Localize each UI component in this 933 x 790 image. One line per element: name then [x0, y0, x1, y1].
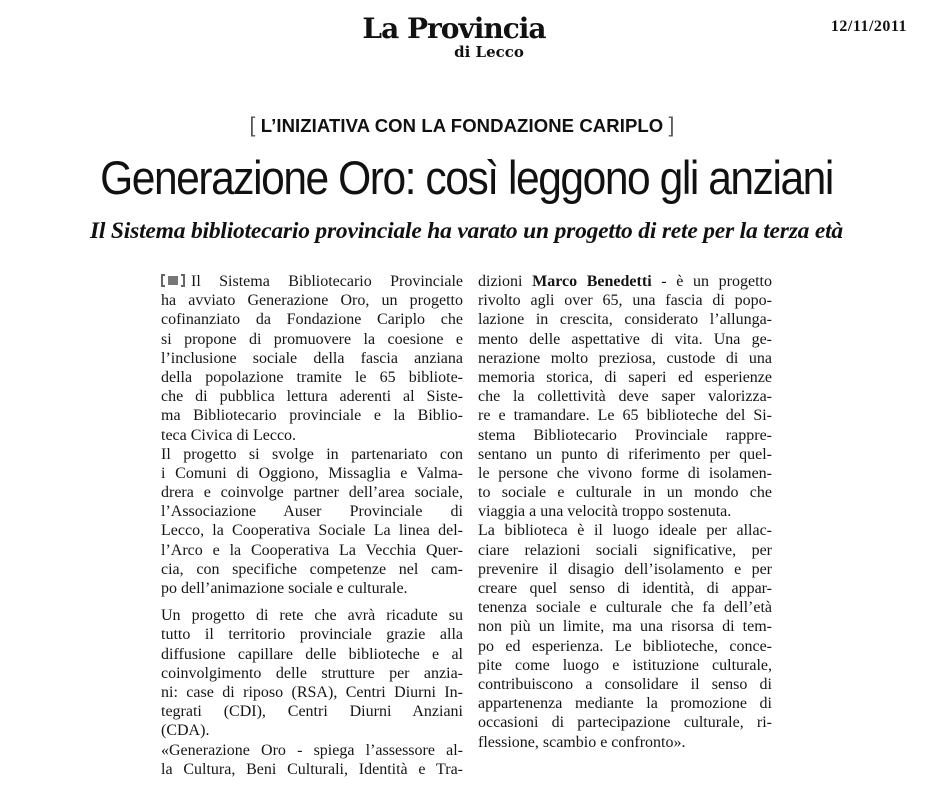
- column-1-paragraph-3: [161, 606, 463, 740]
- kicker-close-bracket: ]: [668, 114, 675, 137]
- text-line: dizioni: [478, 273, 533, 290]
- text-line: po dell’animazione sociale e culturale.: [161, 580, 408, 597]
- column-1-paragraph-4: [161, 741, 463, 779]
- text-line: della popolazione tramite le 65 bibliote-: [161, 368, 463, 386]
- text-line: to sociale e culturale in un mondo che: [478, 484, 772, 502]
- text-line: che di pubblica lettura aderenti al Siste-: [161, 388, 463, 406]
- text-line: nerazione molto preziosa, custode di una: [478, 349, 772, 367]
- text-line: i Comuni di Oggiono, Missaglia e Valma-: [161, 464, 463, 482]
- text-line: prevenire il disagio dell’isolamento e per: [478, 560, 772, 578]
- text-line: (CDA).: [161, 722, 210, 740]
- text-line: le persone che vivono forme di isolamen-: [478, 464, 772, 482]
- text-line: po ed esperienza. Le biblioteche, conce-: [478, 637, 772, 655]
- text-line: La biblioteca è il luogo ideale per allac-: [478, 522, 772, 540]
- kicker-open-bracket: [: [249, 114, 256, 137]
- text-line: l’inclusione sociale della fascia anziana: [161, 349, 463, 367]
- text-line: che la collettività deve saper valorizza-: [478, 388, 772, 406]
- text-line: contribuiscono a consolidare il senso di: [478, 675, 772, 693]
- text-line: l’Associazione Auser Provinciale di: [161, 503, 463, 521]
- text-line: occasioni di partecipazione culturale, ri-: [478, 714, 772, 732]
- text-line: tutto il territorio provinciale grazie alla: [161, 626, 463, 644]
- article-column-1: [161, 272, 463, 779]
- text-line: - è un progetto: [651, 273, 773, 290]
- text-line: ha avviato Generazione Oro, un progetto: [161, 292, 463, 310]
- text-line: Lecco, la Cooperativa Sociale La linea del-: [161, 522, 463, 540]
- kicker-text: L’INIZIATIVA CON LA FONDAZIONE CARIPLO: [260, 115, 664, 136]
- text-line: la Cultura, Beni Culturali, Identità e Tra-: [161, 760, 463, 778]
- text-line: lazione in crescita, considerato l’allunga-: [478, 311, 772, 329]
- text-line: Il progetto si svolge in partenariato con: [161, 445, 463, 463]
- text-line: sentano un punto di riferimento per quel-: [478, 445, 772, 463]
- article-headline: Generazione Oro: così leggono gli anziani: [100, 151, 833, 204]
- text-line: si propone di promuovere la coesione e: [161, 330, 463, 348]
- text-line: memoria storica, di saperi ed esperienze: [478, 368, 772, 386]
- text-line: rivolto agli over 65, una fascia di popo-: [478, 292, 772, 310]
- text-line: coinvolgimento delle strutture per anzia-: [161, 664, 463, 682]
- text-line: stema Bibliotecario Provinciale rappre-: [478, 426, 772, 444]
- column-1-paragraph-1: [161, 272, 463, 445]
- text-line: «Generazione Oro - spiega l’assessore al-: [161, 741, 463, 759]
- text-line: flessione, scambio e confronto».: [478, 733, 686, 751]
- text-line: appartenenza mediante la promozione di: [478, 695, 772, 713]
- text-line: mento delle aspettative di vita. Una ge-: [478, 330, 772, 348]
- publication-date: 12/11/2011: [830, 18, 907, 35]
- text-line: drera e coinvolge partner dell’area sociale,: [161, 484, 463, 502]
- text-line: Il Sistema Bibliotecario Provinciale: [191, 273, 463, 290]
- text-line: pite come luogo e istituzione culturale,: [478, 656, 772, 674]
- text-line: tenenza sociale e culturale che fa dell’età: [478, 599, 772, 617]
- text-line: diffusione capillare delle biblioteche e al: [161, 645, 463, 663]
- text-line: cofinanziato da Fondazione Cariplo che: [161, 311, 463, 329]
- text-line: non più un limite, ma una risorsa di tem-: [478, 618, 772, 636]
- article-kicker: [0, 114, 924, 138]
- text-line: l’Arco e la Cooperativa La Vecchia Quer-: [161, 541, 463, 559]
- article-column-2: [478, 272, 772, 752]
- article-start-marker-icon: [161, 274, 185, 287]
- newspaper-masthead: [0, 14, 908, 60]
- article-subheadline: Il Sistema bibliotecario provinciale ha varato un progetto di rete per la terza età: [89, 218, 843, 244]
- text-line: creare quel senso di identità, di appar-: [478, 580, 772, 597]
- text-line: teca Civica di Lecco.: [161, 426, 297, 444]
- newspaper-name: La Provincia: [362, 12, 546, 45]
- text-line: Un progetto di rete che avrà ricadute su: [161, 607, 463, 625]
- column-2-paragraph-1: [478, 272, 772, 521]
- newspaper-edition: di Lecco: [454, 43, 524, 61]
- text-line: viaggia a una velocità troppo sostenuta.: [478, 503, 732, 521]
- text-line: ma Bibliotecario provinciale e la Biblio-: [161, 407, 463, 425]
- column-1-paragraph-2: [161, 445, 463, 599]
- text-line: re e tramandare. Le 65 biblioteche del Si-: [478, 407, 772, 425]
- column-2-paragraph-2: [478, 521, 772, 751]
- text-line: ni: case di riposo (RSA), Centri Diurni In-: [161, 683, 463, 701]
- quoted-person-name: Marco Benedetti: [532, 273, 652, 290]
- text-line: cia, con specifiche competenze nel cam-: [161, 560, 463, 578]
- text-line: tegrati (CDI), Centri Diurni Anziani: [161, 703, 463, 721]
- text-line: ciare relazioni sociali significative, per: [478, 541, 772, 559]
